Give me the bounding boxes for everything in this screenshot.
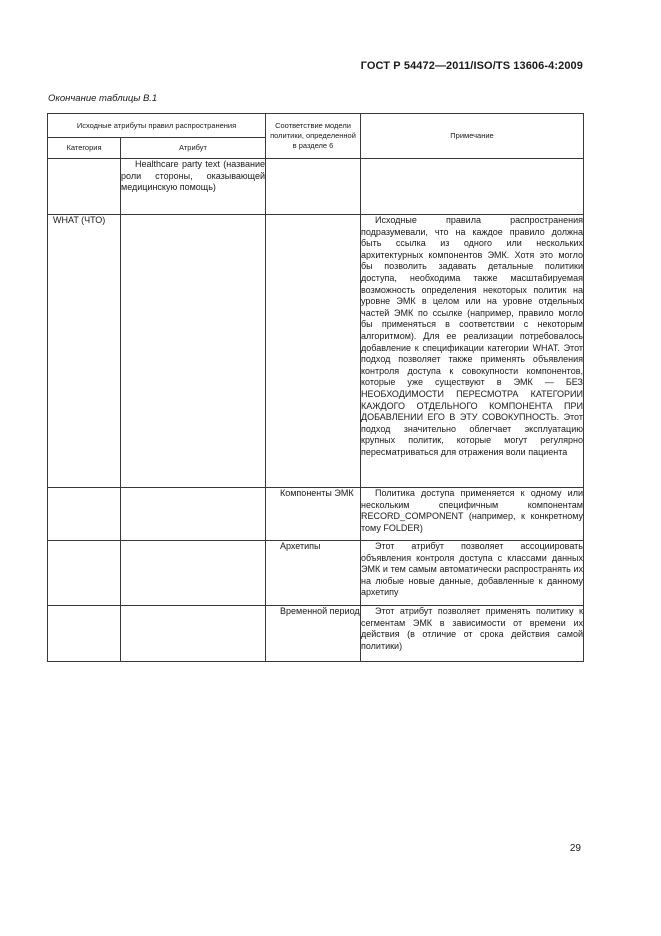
table-row xyxy=(48,488,584,541)
cell-attribute xyxy=(121,488,266,541)
cell-note: Этот атрибут позволяет ассоциировать объявления контроля доступа с классами данных ЭМК и тем самым автоматически распространять их на любые новые данные, добавленные к данному архетипу xyxy=(361,541,584,606)
document-standard-header: ГОСТ Р 54472—2011/ISO/TS 13606-4:2009 xyxy=(360,60,583,72)
header-category: Категория xyxy=(48,138,121,159)
cell-attribute: Healthcare party text (название роли стороны, оказывающей медицинскую помощь) xyxy=(121,159,266,215)
cell-category xyxy=(48,488,121,541)
table-header-row xyxy=(48,114,584,138)
header-attribute: Атрибут xyxy=(121,138,266,159)
cell-attribute xyxy=(121,541,266,606)
table-row xyxy=(48,541,584,606)
cell-model xyxy=(266,159,361,215)
cell-note: Этот атрибут позволяет применять политику к сегментам ЭМК в зависимости от времени их действия (в отличие от срока действия самой политики) xyxy=(361,606,584,662)
header-source-attributes: Исходные атрибуты правил распространения xyxy=(48,114,266,138)
table-caption: Окончание таблицы В.1 xyxy=(48,93,158,104)
header-model-match: Соответствие модели политики, определенной в разделе 6 xyxy=(266,114,361,159)
cell-category: WHAT (ЧТО) xyxy=(48,215,121,488)
cell-category xyxy=(48,541,121,606)
rules-table xyxy=(47,113,584,662)
cell-model: Временной период xyxy=(266,606,361,662)
cell-model: Архетипы xyxy=(266,541,361,606)
cell-model xyxy=(266,215,361,488)
cell-note: Политика доступа применяется к одному или нескольким специфичным компонентам RECORD_COMPONENT (например, к конкретному тому FOLDER) xyxy=(361,488,584,541)
cell-note: Исходные правила распространения подразумевали, что на каждое правило должна быть ссылка из одного или нескольких архитектурных компонентов ЭМК. Хотя это могло бы позволить задавать детальные политики доступа, необходима также масштабируемая возможность определения некоторых политик на уровне ЭМК в целом или на уровне отдельных частей ЭМК по ссылке (например, правило могло бы применяться в соответствии с некоторым алгоритмом). Для ее реализации потребовалось добавление к спецификации категории WHAT. Этот подход позволяет также применять объявления контроля доступа к совокупности компонентов, которые уже существуют в ЭМК — БЕЗ НЕОБХОДИМОСТИ ПЕРЕСМОТРА КАТЕГОРИИ КАЖДОГО ОТДЕЛЬНОГО КОМПОНЕНТА ПРИ ДОБАВЛЕНИИ ЕГО В ЭТУ СОВОКУПНОСТЬ. Этот подход значительно облегчает эксплуатацию крупных политик, которые могут регулярно пересматриваться для отражения воли пациента xyxy=(361,215,584,488)
cell-attribute xyxy=(121,215,266,488)
table-row xyxy=(48,606,584,662)
table-row xyxy=(48,215,584,488)
cell-category xyxy=(48,159,121,215)
table-row xyxy=(48,159,584,215)
cell-note xyxy=(361,159,584,215)
cell-model: Компоненты ЭМК xyxy=(266,488,361,541)
cell-attribute xyxy=(121,606,266,662)
header-note: Примечание xyxy=(361,114,584,159)
cell-category xyxy=(48,606,121,662)
page-number: 29 xyxy=(569,843,581,854)
